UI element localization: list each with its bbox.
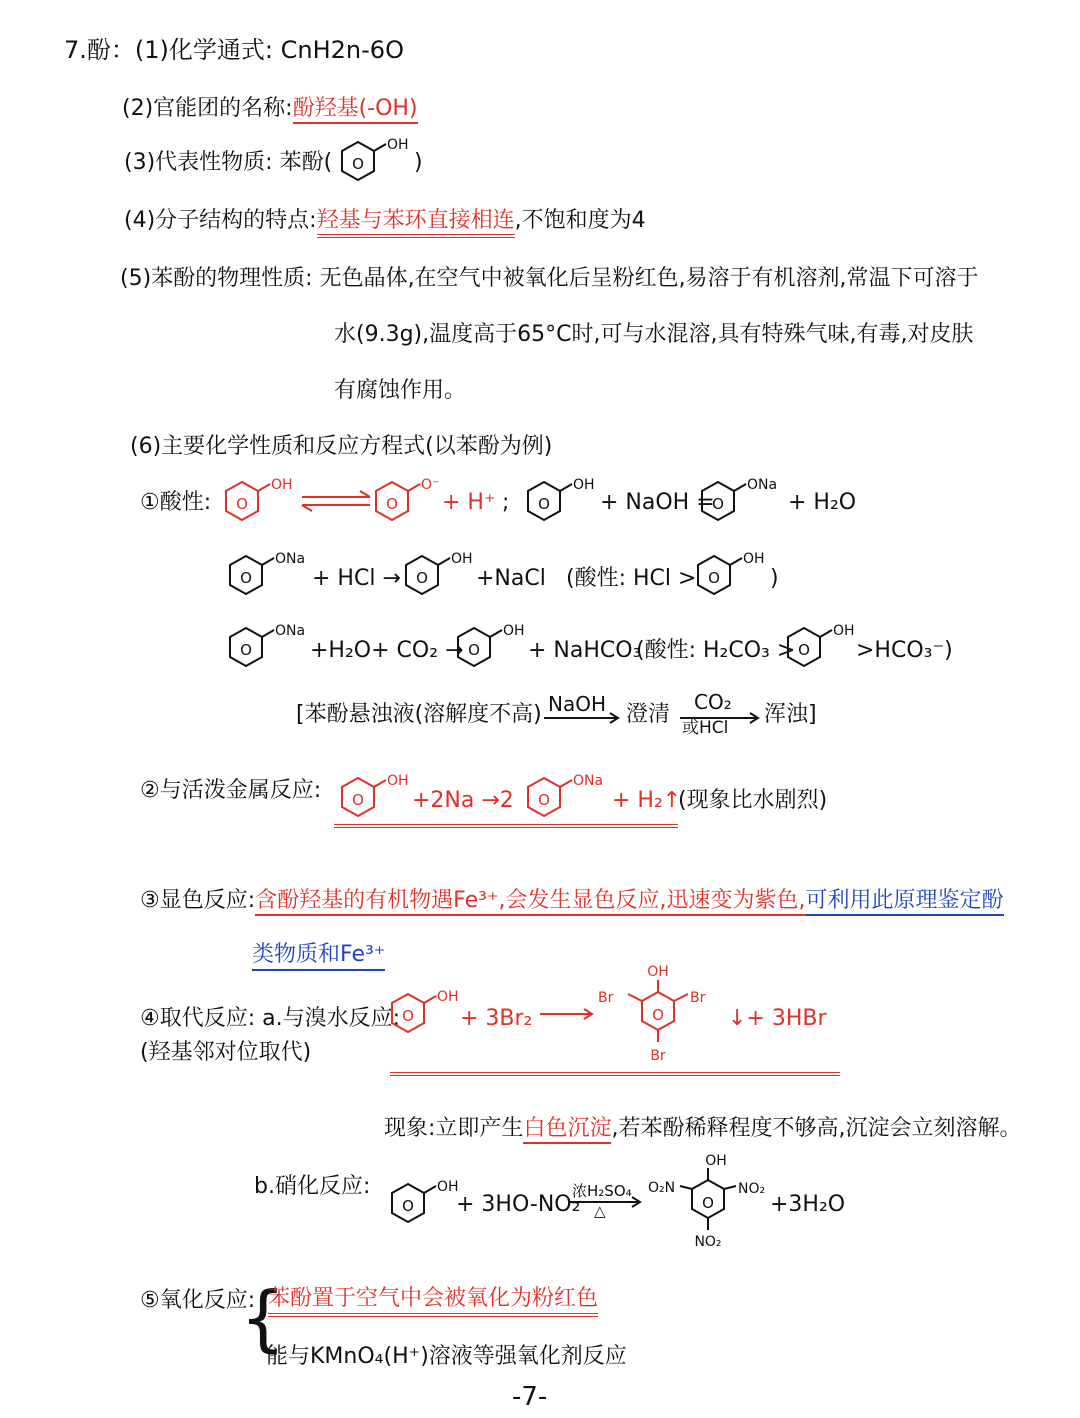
acidity-semicolon: ; — [502, 490, 510, 515]
br-label: Br — [598, 990, 614, 1006]
structure-feature-line — [124, 208, 646, 234]
ona-label: ONa — [573, 773, 604, 789]
color-label: ③显色反应: — [140, 888, 256, 913]
formula-label: (1)化学通式: — [134, 36, 273, 64]
physical-properties-line3: 有腐蚀作用。 — [334, 378, 467, 403]
ring-circle-mark: O — [798, 641, 810, 659]
color-blue-text1: 可利用此原理鉴定酚 — [806, 888, 1004, 916]
nitration-reagent: + 3HO-NO₂ — [456, 1192, 581, 1217]
phenol-structure-red — [340, 774, 416, 828]
ona-label: ONa — [275, 623, 306, 639]
acidity-eq4-tail: + NaHCO₃ — [528, 638, 642, 663]
ring-circle-mark: O — [352, 155, 364, 173]
separation-reagent-hcl: 或HCl — [682, 718, 729, 738]
equilibrium-arrow — [300, 490, 372, 512]
representative-label: (3)代表性物质: 苯酚( — [124, 150, 333, 175]
acidity-eq2-tail: + H₂O — [788, 490, 857, 515]
oh-label: OH — [387, 137, 409, 153]
ring-circle-mark: O — [702, 1194, 714, 1212]
bromination-arrow — [538, 1008, 596, 1020]
acidity-eq3-tail: +NaCl — [476, 566, 546, 591]
br-label: Br — [650, 1048, 666, 1064]
sodium-phenoxide-structure — [700, 478, 784, 532]
color-line — [140, 888, 1004, 914]
sodium-label: ②与活泼金属反应: — [140, 778, 322, 803]
color-blue-text2: 类物质和Fe³⁺ — [252, 942, 385, 971]
nitration-tail: +3H₂O — [770, 1192, 846, 1217]
separation-clear: 澄清 — [626, 702, 671, 727]
sodium-eq-mid: +2Na →2 — [412, 788, 514, 813]
ring-circle-mark: O — [386, 495, 398, 513]
separation-end: 浑浊] — [764, 702, 817, 727]
acidity-eq4-mid: +H₂O+ CO₂ → — [310, 638, 464, 663]
phenol-structure — [526, 478, 602, 532]
bromination-reagent: + 3Br₂ — [460, 1006, 533, 1031]
ring-circle-mark: O — [708, 569, 720, 587]
ona-label: ONa — [747, 477, 778, 493]
sodium-note: (现象比水剧烈) — [678, 788, 828, 813]
nitration-label: b.硝化反应: — [254, 1174, 371, 1199]
oh-label: OH — [705, 1153, 727, 1169]
o2n-label: O₂N — [648, 1180, 676, 1196]
sodium-phenoxide-structure — [228, 552, 312, 606]
phenol-structure — [404, 552, 480, 606]
representative-line — [124, 150, 332, 176]
general-formula: CnH2n-6O — [280, 36, 404, 64]
oh-label: OH — [271, 477, 293, 493]
ona-label: ONa — [275, 551, 306, 567]
nitration-condition-top: 浓H₂SO₄ — [572, 1182, 632, 1200]
acidity-eq1-tail: + H⁺ — [442, 490, 496, 515]
color-red-text: 含酚羟基的有机物遇Fe³⁺,会发生显色反应,迅速变为紫色, — [255, 888, 805, 916]
phenol-structure — [456, 624, 532, 678]
physical-properties-line2: 水(9.3g),温度高于65°C时,可与水混溶,具有特殊气味,有毒,对皮肤 — [334, 322, 974, 347]
phenomenon-highlight: 白色沉淀 — [523, 1116, 611, 1144]
ring-circle-mark: O — [468, 641, 480, 659]
oxidation-line2: 能与KMnO₄(H⁺)溶液等强氧化剂反应 — [266, 1344, 627, 1369]
phenol-structure — [390, 1180, 466, 1234]
br-label: Br — [690, 990, 706, 1006]
no2-label: NO₂ — [694, 1234, 722, 1250]
chemical-properties-heading: (6)主要化学性质和反应方程式(以苯酚为例) — [130, 434, 553, 459]
bromination-products: ↓+ 3HBr — [728, 1006, 827, 1031]
ring-circle-mark: O — [352, 791, 364, 809]
oh-label: OH — [573, 477, 595, 493]
acidity-eq2-mid: + NaOH = — [600, 490, 715, 515]
nitration-arrow — [568, 1196, 644, 1208]
functional-group-value: 酚羟基(-OH) — [293, 96, 418, 124]
oh-label: OH — [437, 1179, 459, 1195]
phenol-structure — [340, 138, 416, 192]
oxidation-label: ⑤氧化反应: — [140, 1288, 256, 1313]
acidity-eq3-mid: + HCl → — [312, 566, 401, 591]
structure-feature-highlight: 羟基与苯环直接相连 — [317, 208, 515, 238]
substitution-sublabel: (羟基邻对位取代) — [140, 1040, 312, 1065]
unsaturation-text: ,不饱和度为4 — [514, 208, 646, 233]
no2-label: NO₂ — [738, 1181, 766, 1197]
oh-label: OH — [503, 623, 525, 639]
separation-reagent-naoh: NaOH — [548, 692, 606, 716]
ring-circle-mark: O — [240, 569, 252, 587]
acidity-eq3-note-close: ) — [770, 566, 779, 591]
oxidation-brace: { — [240, 1276, 286, 1360]
acidity-eq4-note-close: >HCO₃⁻) — [856, 638, 953, 663]
oh-label: OH — [647, 964, 669, 980]
sodium-underline — [334, 824, 678, 828]
phenol-structure — [786, 624, 862, 678]
bromination-underline — [390, 1072, 840, 1076]
functional-group-line — [122, 96, 418, 122]
phenomenon-post: ,若苯酚稀释程度不够高,沉淀会立刻溶解。 — [611, 1116, 1022, 1141]
phenoxide-structure-red — [374, 478, 450, 532]
oh-label: OH — [437, 989, 459, 1005]
sodium-eq-tail: + H₂↑ — [612, 788, 682, 813]
ring-circle-mark: O — [538, 791, 550, 809]
acidity-label: ①酸性: — [140, 490, 212, 515]
sodium-phenoxide-structure-red — [526, 774, 610, 828]
trinitrophenol-structure — [646, 1150, 770, 1250]
page-number: -7- — [512, 1382, 548, 1412]
separation-reagent-co2: CO₂ — [694, 690, 732, 714]
phenomenon-pre: 立即产生 — [435, 1116, 524, 1141]
oh-label: OH — [743, 551, 765, 567]
structure-feature-label: (4)分子结构的特点: — [124, 208, 317, 233]
phenomenon-line — [384, 1116, 1021, 1142]
o-minus-label: O⁻ — [421, 477, 440, 493]
functional-group-label: (2)官能团的名称: — [122, 96, 293, 121]
acidity-eq4-note-open: (酸性: H₂CO₃ > — [636, 638, 796, 663]
phenol-structure-red — [224, 478, 300, 532]
oh-label: OH — [451, 551, 473, 567]
phenol-structure-red — [390, 990, 466, 1044]
ring-circle-mark: O — [402, 1007, 414, 1025]
ring-circle-mark: O — [712, 495, 724, 513]
sodium-phenoxide-structure — [228, 624, 312, 678]
representative-close: ) — [414, 150, 423, 175]
section-heading — [64, 36, 404, 65]
section-title: 7.酚： — [64, 36, 135, 64]
phenol-structure — [696, 552, 772, 606]
ring-circle-mark: O — [538, 495, 550, 513]
phenomenon-label: 现象: — [384, 1116, 436, 1141]
ring-circle-mark: O — [652, 1006, 664, 1024]
physical-properties-line1: (5)苯酚的物理性质: 无色晶体,在空气中被氧化后呈粉红色,易溶于有机溶剂,常温下可溶于 — [120, 266, 979, 291]
separation-start: [苯酚悬浊液(溶解度不高) — [296, 702, 542, 727]
ring-circle-mark: O — [236, 495, 248, 513]
tribromophenol-structure — [596, 960, 720, 1074]
oxidation-line1: 苯酚置于空气中会被氧化为粉红色 — [268, 1286, 598, 1317]
substitution-label: ④取代反应: a.与溴水反应: — [140, 1006, 401, 1031]
ring-circle-mark: O — [416, 569, 428, 587]
nitration-condition-bottom: △ — [594, 1202, 606, 1220]
ring-circle-mark: O — [240, 641, 252, 659]
separation-arrow-1 — [542, 712, 622, 724]
ring-circle-mark: O — [402, 1197, 414, 1215]
oh-label: OH — [833, 623, 855, 639]
acidity-eq3-note-open: (酸性: HCl > — [566, 566, 697, 591]
oh-label: OH — [387, 773, 409, 789]
